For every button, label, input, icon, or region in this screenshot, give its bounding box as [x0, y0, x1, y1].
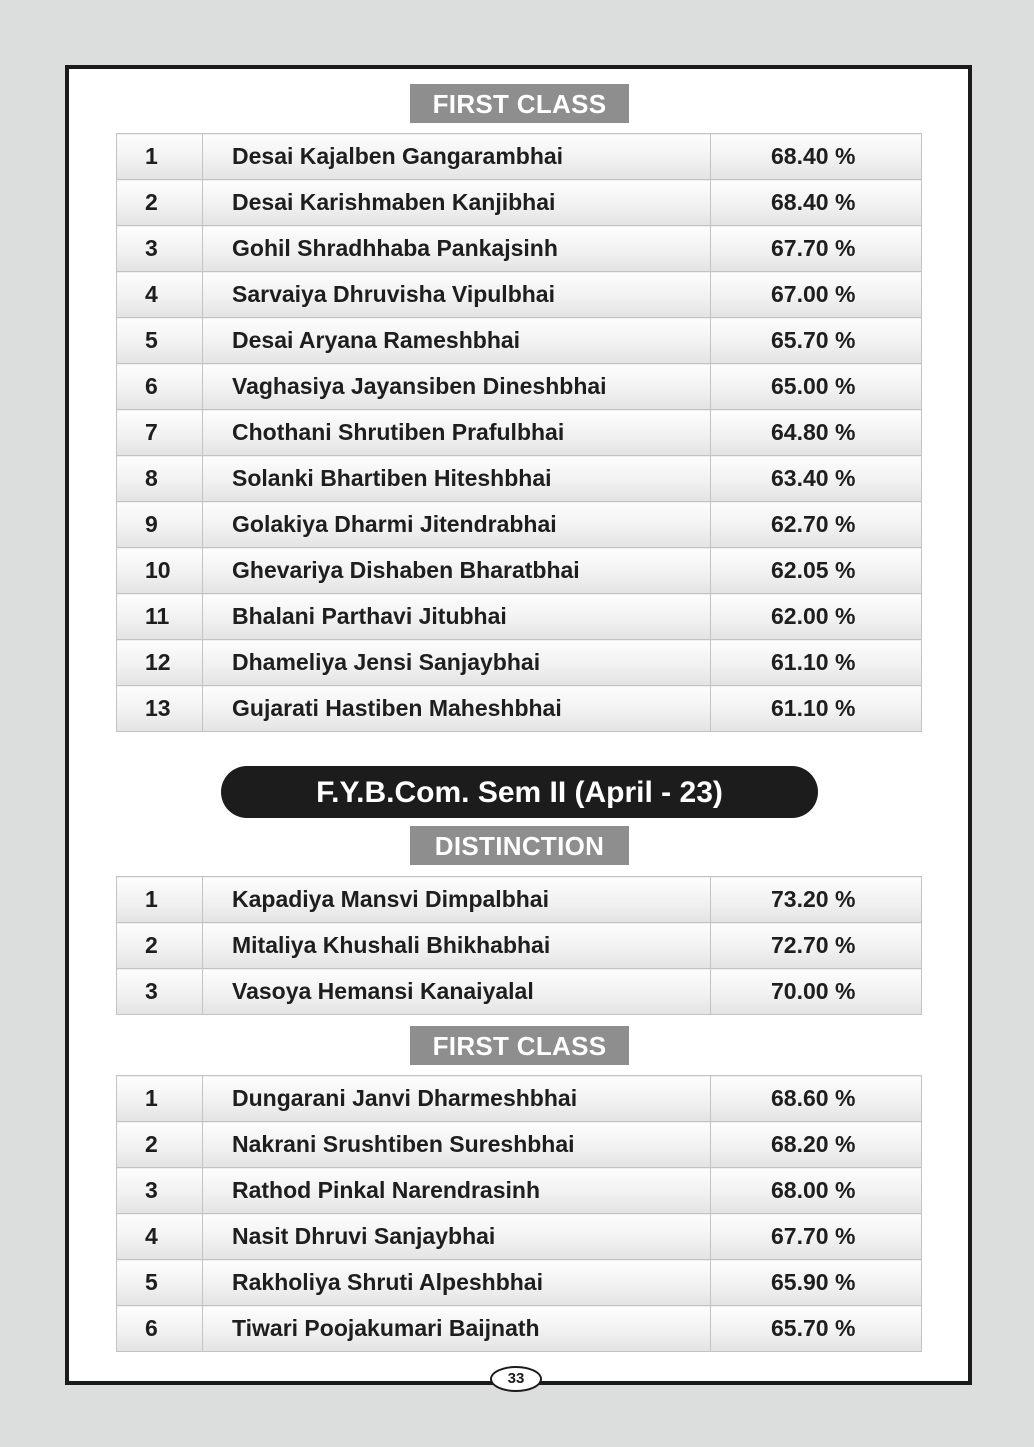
first-class-table-2: [116, 1075, 922, 1352]
table-row: [117, 1214, 922, 1260]
table-row: [117, 594, 922, 640]
rank-cell: 6: [117, 364, 203, 410]
table-row: [117, 226, 922, 272]
student-name-cell: Rathod Pinkal Narendrasinh: [203, 1168, 711, 1214]
percentage-cell: 72.70 %: [711, 923, 922, 969]
table-row: [117, 923, 922, 969]
table-row: [117, 1168, 922, 1214]
rank-cell: 2: [117, 1122, 203, 1168]
rank-cell: 6: [117, 1306, 203, 1352]
percentage-cell: 65.70 %: [711, 1306, 922, 1352]
student-name-cell: Vasoya Hemansi Kanaiyalal: [203, 969, 711, 1015]
rank-cell: 1: [117, 877, 203, 923]
percentage-cell: 67.70 %: [711, 226, 922, 272]
rank-cell: 5: [117, 1260, 203, 1306]
student-name-cell: Sarvaiya Dhruvisha Vipulbhai: [203, 272, 711, 318]
student-name-cell: Rakholiya Shruti Alpeshbhai: [203, 1260, 711, 1306]
table-row: [117, 456, 922, 502]
distinction-heading: DISTINCTION: [410, 826, 629, 865]
table-row: [117, 410, 922, 456]
student-name-cell: Golakiya Dharmi Jitendrabhai: [203, 502, 711, 548]
student-name-cell: Vaghasiya Jayansiben Dineshbhai: [203, 364, 711, 410]
percentage-cell: 68.40 %: [711, 180, 922, 226]
rank-cell: 8: [117, 456, 203, 502]
percentage-cell: 65.90 %: [711, 1260, 922, 1306]
rank-cell: 4: [117, 1214, 203, 1260]
student-name-cell: Desai Karishmaben Kanjibhai: [203, 180, 711, 226]
percentage-cell: 67.00 %: [711, 272, 922, 318]
percentage-cell: 68.00 %: [711, 1168, 922, 1214]
percentage-cell: 62.05 %: [711, 548, 922, 594]
distinction-table: [116, 876, 922, 1015]
table-row: [117, 364, 922, 410]
rank-cell: 3: [117, 969, 203, 1015]
student-name-cell: Gujarati Hastiben Maheshbhai: [203, 686, 711, 732]
student-name-cell: Dungarani Janvi Dharmeshbhai: [203, 1076, 711, 1122]
student-name-cell: Bhalani Parthavi Jitubhai: [203, 594, 711, 640]
page-number: 33: [490, 1366, 542, 1392]
student-name-cell: Kapadiya Mansvi Dimpalbhai: [203, 877, 711, 923]
table-row: [117, 1306, 922, 1352]
student-name-cell: Mitaliya Khushali Bhikhabhai: [203, 923, 711, 969]
table-row: [117, 1260, 922, 1306]
table-row: [117, 318, 922, 364]
rank-cell: 9: [117, 502, 203, 548]
table-row: [117, 969, 922, 1015]
rank-cell: 2: [117, 923, 203, 969]
percentage-cell: 70.00 %: [711, 969, 922, 1015]
table-row: [117, 548, 922, 594]
percentage-cell: 61.10 %: [711, 686, 922, 732]
rank-cell: 10: [117, 548, 203, 594]
table-row: [117, 640, 922, 686]
rank-cell: 3: [117, 1168, 203, 1214]
semester-banner: F.Y.B.Com. Sem II (April - 23): [221, 766, 818, 818]
rank-cell: 1: [117, 1076, 203, 1122]
first-class-heading-2: FIRST CLASS: [410, 1026, 629, 1065]
table-row: [117, 134, 922, 180]
table-row: [117, 1122, 922, 1168]
first-class-heading: FIRST CLASS: [410, 84, 629, 123]
table-row: [117, 877, 922, 923]
rank-cell: 1: [117, 134, 203, 180]
student-name-cell: Tiwari Poojakumari Baijnath: [203, 1306, 711, 1352]
table-row: [117, 180, 922, 226]
table-row: [117, 1076, 922, 1122]
percentage-cell: 73.20 %: [711, 877, 922, 923]
table-row: [117, 686, 922, 732]
percentage-cell: 63.40 %: [711, 456, 922, 502]
student-name-cell: Gohil Shradhhaba Pankajsinh: [203, 226, 711, 272]
student-name-cell: Chothani Shrutiben Prafulbhai: [203, 410, 711, 456]
rank-cell: 2: [117, 180, 203, 226]
percentage-cell: 68.60 %: [711, 1076, 922, 1122]
percentage-cell: 68.20 %: [711, 1122, 922, 1168]
rank-cell: 5: [117, 318, 203, 364]
rank-cell: 13: [117, 686, 203, 732]
percentage-cell: 65.00 %: [711, 364, 922, 410]
table-row: [117, 272, 922, 318]
page-frame: [65, 65, 972, 1385]
student-name-cell: Desai Aryana Rameshbhai: [203, 318, 711, 364]
percentage-cell: 68.40 %: [711, 134, 922, 180]
percentage-cell: 67.70 %: [711, 1214, 922, 1260]
first-class-table-1: [116, 133, 922, 732]
student-name-cell: Nakrani Srushtiben Sureshbhai: [203, 1122, 711, 1168]
student-name-cell: Solanki Bhartiben Hiteshbhai: [203, 456, 711, 502]
percentage-cell: 64.80 %: [711, 410, 922, 456]
percentage-cell: 62.70 %: [711, 502, 922, 548]
rank-cell: 7: [117, 410, 203, 456]
student-name-cell: Ghevariya Dishaben Bharatbhai: [203, 548, 711, 594]
rank-cell: 11: [117, 594, 203, 640]
table-row: [117, 502, 922, 548]
percentage-cell: 61.10 %: [711, 640, 922, 686]
percentage-cell: 62.00 %: [711, 594, 922, 640]
student-name-cell: Dhameliya Jensi Sanjaybhai: [203, 640, 711, 686]
student-name-cell: Desai Kajalben Gangarambhai: [203, 134, 711, 180]
student-name-cell: Nasit Dhruvi Sanjaybhai: [203, 1214, 711, 1260]
rank-cell: 3: [117, 226, 203, 272]
percentage-cell: 65.70 %: [711, 318, 922, 364]
rank-cell: 12: [117, 640, 203, 686]
rank-cell: 4: [117, 272, 203, 318]
